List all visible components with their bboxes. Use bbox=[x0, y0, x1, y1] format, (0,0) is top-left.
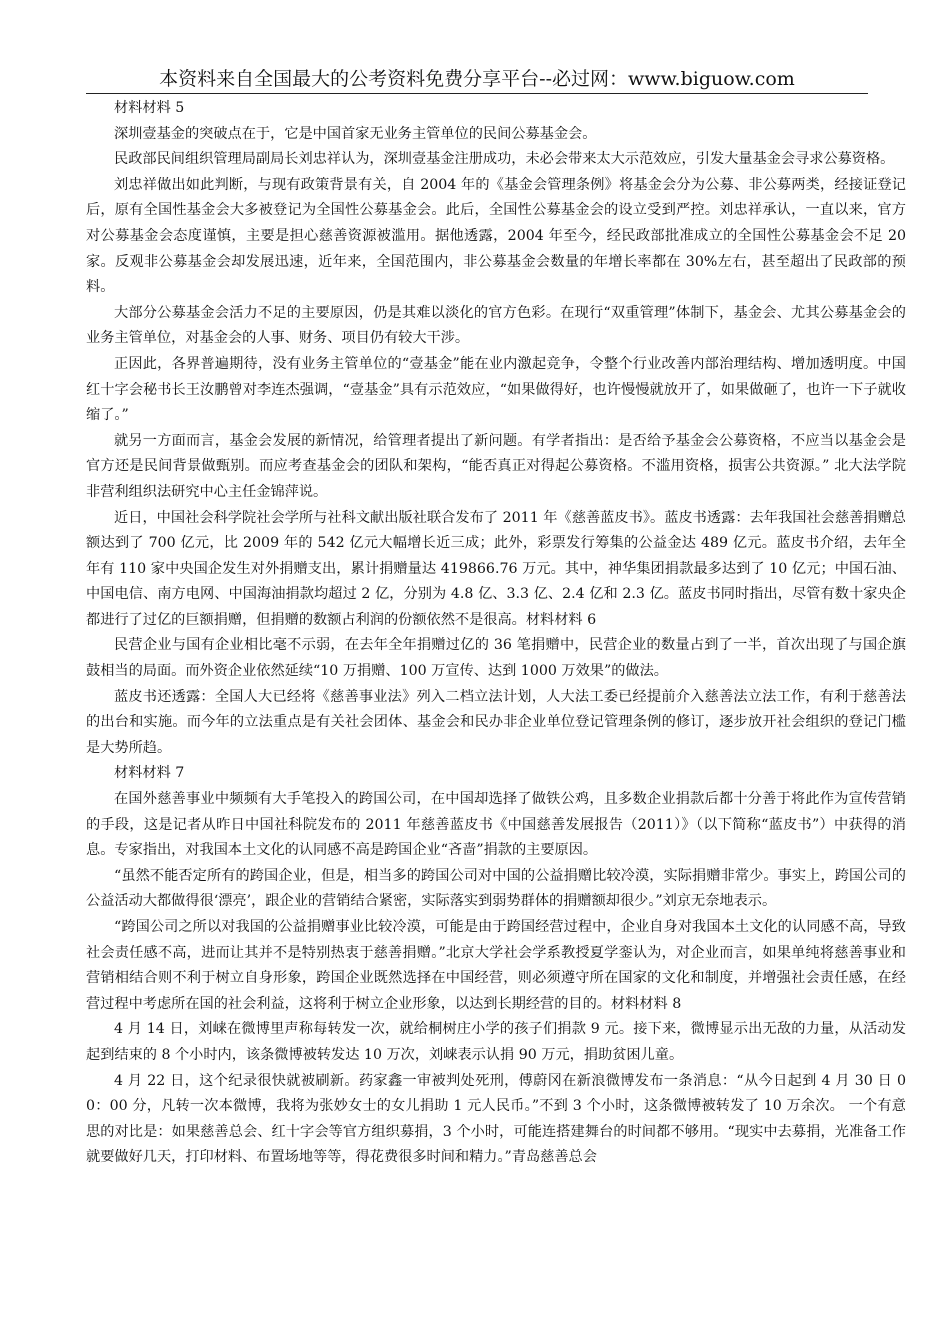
paragraph: 蓝皮书还透露：全国人大已经将《慈善事业法》列入二档立法计划，人大法工委已经提前介入慈善法立法工作，有利于慈善法的出台和实施。而今年的立法重点是有关社会团体、基金会和民办非企业单位登记管理条例的修订，逐步放开社会组织的登记门槛是大势所趋。 bbox=[86, 688, 906, 756]
paragraph: 4 月 22 日，这个纪录很快就被刷新。药家鑫一审被判处死刑，傅蔚冈在新浪微博发布一条消息：“从今日起到 4 月 30 日 00：00 分，凡转一次本微博，我将为张妙女士的女儿捐助 1 元人民币。”不到 3 个小时，这条微博被转发了 10 万余次。 一个有意思的对比是：如果慈善总会、红十字会等官方组织募捐，3 个小时，可能连搭建舞台的时间都不够用。“现实中去募捐，光准备工作就要做好几天，打印材料、布置场地等等，得花费很多时间和精力。”青岛慈善总会 bbox=[86, 1072, 906, 1166]
paragraph: 就另一方面而言，基金会发展的新情况，给管理者提出了新问题。有学者指出：是否给予基金会公募资格，不应当以基金会是官方还是民间背景做甄别。而应考查基金会的团队和架构，“能否真正对得起公募资格。不滥用资格，损害公共资源。” 北大法学院非营利组织法研究中心主任金锦萍说。 bbox=[86, 432, 906, 500]
paragraph: 民营企业与国有企业相比毫不示弱，在去年全年捐赠过亿的 36 笔捐赠中，民营企业的数量占到了一半，首次出现了与国企旗鼓相当的局面。而外资企业依然延续“10 万捐赠、100 万宣传、达到 1000 万效果”的做法。 bbox=[86, 637, 906, 680]
paragraph: 4 月 14 日，刘崃在微博里声称每转发一次，就给桐树庄小学的孩子们捐款 9 元。接下来，微博显示出无敌的力量，从活动发起到结束的 8 个小时内，该条微博被转发达 10 万次，刘崃表示认捐 90 万元，捐助贫困儿童。 bbox=[86, 1021, 906, 1063]
paragraph: 在国外慈善事业中频频有大手笔投入的跨国公司，在中国却选择了做铁公鸡，且多数企业捐款后都十分善于将此作为宣传营销的手段，这是记者从昨日中国社科院发布的 2011 年慈善蓝皮书《中国慈善发展报告（2011）》（以下简称“蓝皮书”）中获得的消息。专家指出，对我国本土文化的认同感不高是跨国企业“吝啬”捐款的主要原因。 bbox=[86, 791, 906, 859]
material-heading: 材料材料 5 bbox=[114, 100, 185, 116]
paragraph: “虽然不能否定所有的跨国企业，但是，相当多的跨国公司对中国的公益捐赠比较冷漠，实际捐赠非常少。事实上，跨国公司的公益活动大都做得很‘漂亮’，跟企业的营销结合紧密，实际落实到弱势群体的捐赠额却很少。”刘京无奈地表示。 bbox=[86, 867, 906, 910]
paragraph: 深圳壹基金的突破点在于，它是中国首家无业务主管单位的民间公募基金会。 bbox=[114, 125, 597, 142]
page-header: 本资料来自全国最大的公考资料免费分享平台--必过网：www.biguow.com bbox=[86, 66, 868, 94]
paragraph: 正因此，各界普遍期待，没有业务主管单位的“壹基金”能在业内激起竞争，令整个行业改善内部治理结构、增加透明度。中国红十字会秘书长王汝鹏曾对李连杰强调，“壹基金”具有示范效应，“如果做得好，也许慢慢就放开了，如果做砸了，也许一下子就收缩了。” bbox=[86, 355, 906, 424]
paragraph: 刘忠祥做出如此判断，与现有政策背景有关，自 2004 年的《基金会管理条例》将基金会分为公募、非公募两类，经接证登记后，原有全国性基金会大多被登记为全国性公募基金会。此后，全国性公募基金会的设立受到严控。刘忠祥承认，一直以来，官方对公募基金会态度谨慎，主要是担心慈善资源被滥用。据他透露，2004 年至今，经民政部批准成立的全国性公募基金会不足 20 家。反观非公募基金会却发展迅速，近年来，全国范围内，非公募基金会数量的年增长率都在 30%左右，甚至超出了民政部的预料。 bbox=[86, 176, 906, 296]
paragraph: 民政部民间组织管理局副局长刘忠祥认为，深圳壹基金注册成功，未必会带来太大示范效应，引发大量基金会寻求公募资格。 bbox=[114, 151, 895, 168]
paragraph: “跨国公司之所以对我国的公益捐赠事业比较冷漠，可能是由于跨国经营过程中，企业自身对我国本土文化的认同感不高，导致社会责任感不高，进而让其并不是特别热衷于慈善捐赠。”北京大学社会学系教授夏学銮认为，对企业而言，如果单纯将慈善事业和营销相结合则不利于树立自身形象，跨国企业既然选择在中国经营，则必须遵守所在国家的文化和制度，并增强社会责任感，在经营过程中考虑所在国的社会利益，这将利于树立企业形象，以达到长期经营的目的。材料材料 8 bbox=[86, 919, 906, 1012]
paragraph: 大部分公募基金会活力不足的主要原因，仍是其难以淡化的官方色彩。在现行“双重管理”体制下，基金会、尤其公募基金会的业务主管单位，对基金会的人事、财务、项目仍有较大干涉。 bbox=[86, 304, 906, 347]
paragraph: 近日，中国社会科学院社会学所与社科文献出版社联合发布了 2011 年《慈善蓝皮书》。蓝皮书透露：去年我国社会慈善捐赠总额达到了 700 亿元，比 2009 年的 542 亿元大幅增长近三成；此外，彩票发行筹集的公益金达 489 亿元。蓝皮书介绍，去年全年有 110 家中央国企发生对外捐赠支出，累计捐赠量达 419866.76 万元。其中，神华集团捐款最多达到了 10 亿元；中国石油、中国电信、南方电网、中国海油捐款均超过 2 亿，分别为 4.8 亿、3.3 亿、2.4 亿和 2.3 亿。蓝皮书同时指出，尽管有数十家央企都进行了过亿的巨额捐赠，但捐赠的数额占利润的份额依然不是很高。材料材料 6 bbox=[86, 509, 906, 628]
material-heading: 材料材料 7 bbox=[114, 765, 185, 782]
document-body bbox=[86, 96, 906, 1171]
